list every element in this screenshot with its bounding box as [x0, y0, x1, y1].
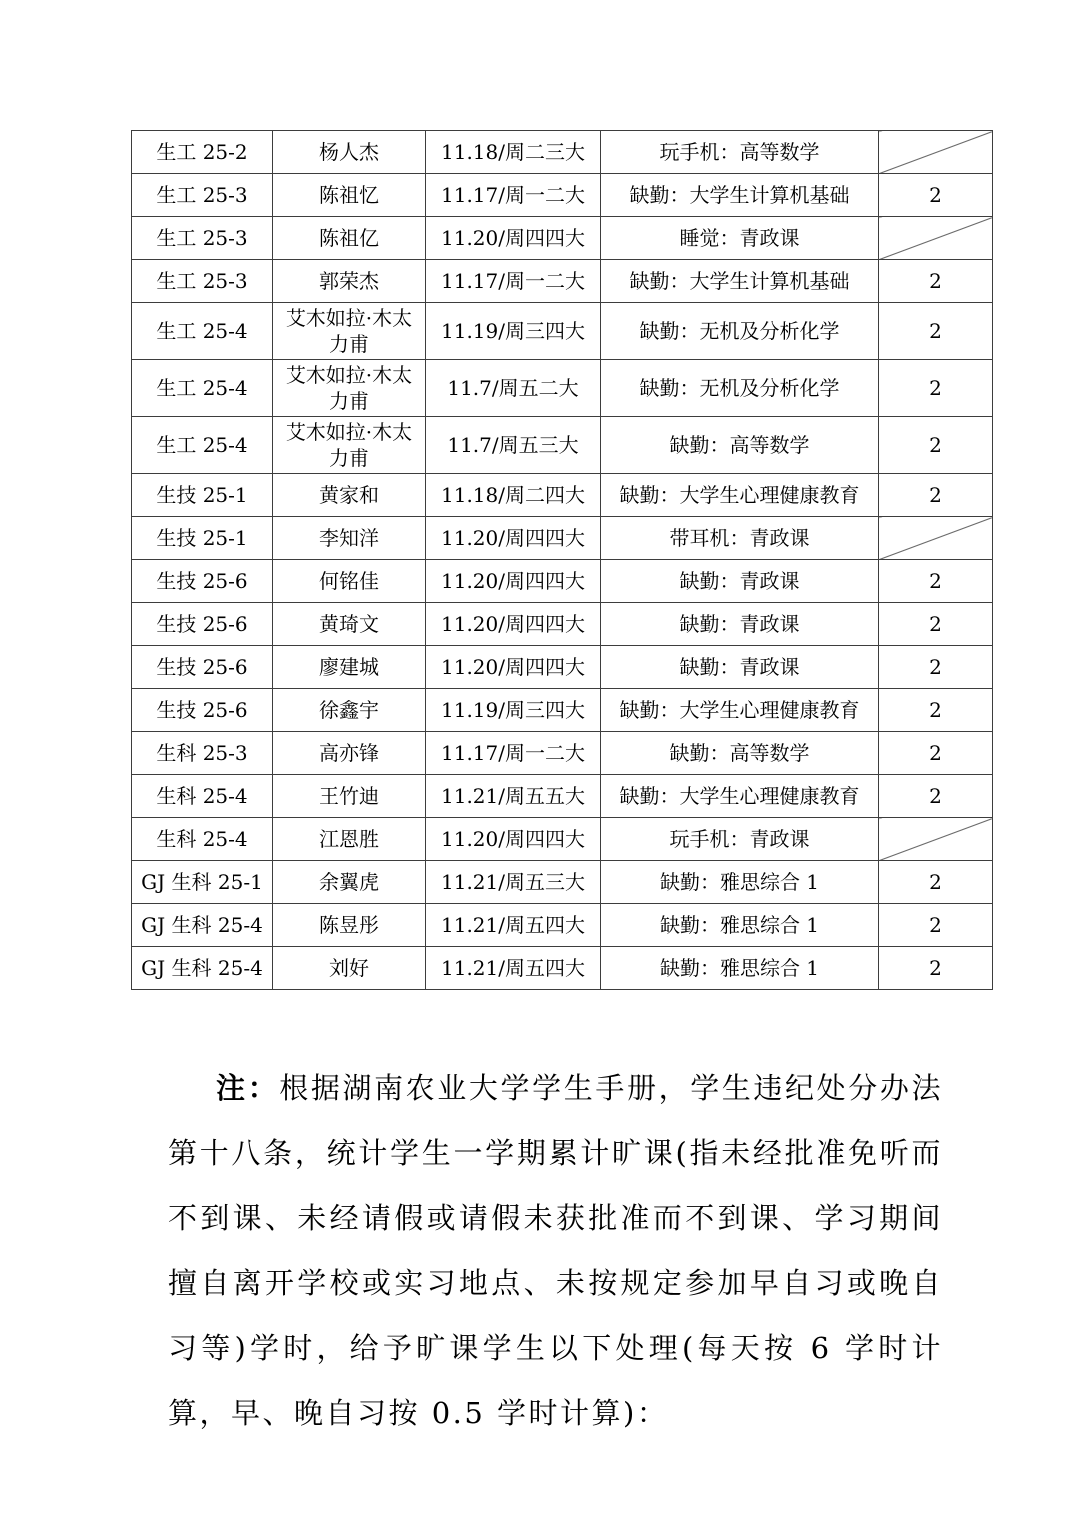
name-cell: 刘好 [273, 947, 426, 990]
table-row [132, 861, 993, 904]
violation-cell: 缺勤：青政课 [601, 603, 879, 646]
date-cell: 11.20/周四四大 [426, 646, 601, 689]
violation-cell: 缺勤：青政课 [601, 560, 879, 603]
class-cell: 生技 25-1 [132, 474, 273, 517]
table-row [132, 417, 993, 474]
violation-cell: 缺勤：高等数学 [601, 417, 879, 474]
name-cell: 李知洋 [273, 517, 426, 560]
table-row [132, 474, 993, 517]
date-cell: 11.7/周五三大 [426, 417, 601, 474]
name-cell: 杨人杰 [273, 131, 426, 174]
table-row [132, 732, 993, 775]
table-row [132, 217, 993, 260]
hours-cell: 2 [879, 474, 993, 517]
class-cell: 生工 25-3 [132, 217, 273, 260]
table-row [132, 775, 993, 818]
table-row [132, 360, 993, 417]
violation-cell: 缺勤：大学生心理健康教育 [601, 474, 879, 517]
class-cell: 生技 25-6 [132, 603, 273, 646]
name-cell: 黄家和 [273, 474, 426, 517]
name-cell: 陈祖亿 [273, 217, 426, 260]
table-row [132, 174, 993, 217]
date-cell: 11.21/周五四大 [426, 947, 601, 990]
violation-cell: 缺勤：高等数学 [601, 732, 879, 775]
class-cell: GJ 生科 25-4 [132, 904, 273, 947]
class-cell: 生工 25-2 [132, 131, 273, 174]
name-cell: 王竹迪 [273, 775, 426, 818]
name-cell: 艾木如拉·木太力甫 [273, 303, 426, 360]
hours-cell [879, 818, 993, 861]
violation-cell: 缺勤：大学生心理健康教育 [601, 775, 879, 818]
name-cell: 郭荣杰 [273, 260, 426, 303]
class-cell: 生工 25-3 [132, 260, 273, 303]
note-paragraph [168, 1056, 943, 1446]
date-cell: 11.17/周一二大 [426, 732, 601, 775]
violation-cell: 睡觉：青政课 [601, 217, 879, 260]
table-row [132, 303, 993, 360]
date-cell: 11.20/周四四大 [426, 818, 601, 861]
violation-cell: 带耳机：青政课 [601, 517, 879, 560]
table-row [132, 904, 993, 947]
date-cell: 11.17/周一二大 [426, 174, 601, 217]
date-cell: 11.20/周四四大 [426, 560, 601, 603]
table-row [132, 560, 993, 603]
violation-cell: 缺勤：雅思综合 1 [601, 947, 879, 990]
violation-cell: 缺勤：大学生计算机基础 [601, 174, 879, 217]
hours-cell: 2 [879, 689, 993, 732]
name-cell: 余翼虎 [273, 861, 426, 904]
name-cell: 徐鑫宇 [273, 689, 426, 732]
date-cell: 11.20/周四四大 [426, 517, 601, 560]
table-row [132, 517, 993, 560]
date-cell: 11.18/周二四大 [426, 474, 601, 517]
hours-cell: 2 [879, 904, 993, 947]
violation-cell: 玩手机：高等数学 [601, 131, 879, 174]
hours-cell [879, 217, 993, 260]
date-cell: 11.21/周五五大 [426, 775, 601, 818]
hours-cell [879, 131, 993, 174]
name-cell: 何铭佳 [273, 560, 426, 603]
class-cell: 生工 25-4 [132, 360, 273, 417]
hours-cell: 2 [879, 775, 993, 818]
name-cell: 黄琦文 [273, 603, 426, 646]
hours-cell: 2 [879, 560, 993, 603]
attendance-table [131, 130, 993, 990]
class-cell: 生技 25-6 [132, 689, 273, 732]
table-row [132, 689, 993, 732]
table-row [132, 646, 993, 689]
hours-cell: 2 [879, 732, 993, 775]
name-cell: 江恩胜 [273, 818, 426, 861]
class-cell: 生工 25-4 [132, 417, 273, 474]
date-cell: 11.18/周二三大 [426, 131, 601, 174]
violation-cell: 玩手机：青政课 [601, 818, 879, 861]
class-cell: 生科 25-4 [132, 775, 273, 818]
table-row [132, 947, 993, 990]
hours-cell: 2 [879, 260, 993, 303]
class-cell: 生技 25-1 [132, 517, 273, 560]
violation-cell: 缺勤：大学生心理健康教育 [601, 689, 879, 732]
class-cell: GJ 生科 25-4 [132, 947, 273, 990]
hours-cell [879, 517, 993, 560]
date-cell: 11.7/周五二大 [426, 360, 601, 417]
violation-cell: 缺勤：无机及分析化学 [601, 360, 879, 417]
table-row [132, 603, 993, 646]
date-cell: 11.21/周五三大 [426, 861, 601, 904]
violation-cell: 缺勤：雅思综合 1 [601, 861, 879, 904]
hours-cell: 2 [879, 417, 993, 474]
note-label: 注： [216, 1071, 280, 1105]
class-cell: 生工 25-4 [132, 303, 273, 360]
hours-cell: 2 [879, 303, 993, 360]
table-row [132, 260, 993, 303]
hours-cell: 2 [879, 174, 993, 217]
date-cell: 11.20/周四四大 [426, 603, 601, 646]
name-cell: 艾木如拉·木太力甫 [273, 417, 426, 474]
class-cell: 生技 25-6 [132, 560, 273, 603]
table-row [132, 818, 993, 861]
name-cell: 艾木如拉·木太力甫 [273, 360, 426, 417]
name-cell: 陈祖忆 [273, 174, 426, 217]
name-cell: 陈昱彤 [273, 904, 426, 947]
violation-cell: 缺勤：大学生计算机基础 [601, 260, 879, 303]
class-cell: 生科 25-3 [132, 732, 273, 775]
hours-cell: 2 [879, 861, 993, 904]
date-cell: 11.20/周四四大 [426, 217, 601, 260]
class-cell: 生技 25-6 [132, 646, 273, 689]
class-cell: 生科 25-4 [132, 818, 273, 861]
date-cell: 11.19/周三四大 [426, 303, 601, 360]
violation-cell: 缺勤：无机及分析化学 [601, 303, 879, 360]
class-cell: 生工 25-3 [132, 174, 273, 217]
hours-cell: 2 [879, 646, 993, 689]
date-cell: 11.19/周三四大 [426, 689, 601, 732]
violation-cell: 缺勤：青政课 [601, 646, 879, 689]
name-cell: 高亦锋 [273, 732, 426, 775]
date-cell: 11.17/周一二大 [426, 260, 601, 303]
violation-cell: 缺勤：雅思综合 1 [601, 904, 879, 947]
date-cell: 11.21/周五四大 [426, 904, 601, 947]
hours-cell: 2 [879, 360, 993, 417]
attendance-table-body [132, 131, 993, 990]
note-text: 根据湖南农业大学学生手册，学生违纪处分办法第十八条，统计学生一学期累计旷课(指未经批准免听而不到课、未经请假或请假未获批准而不到课、学习期间擅自离开学校或实习地点、未按规定参加早自习或晚自习等)学时，给予旷课学生以下处理(每天按 6 学时计算，早、晚自习按 0.5 学时计算)： [168, 1071, 943, 1430]
class-cell: GJ 生科 25-1 [132, 861, 273, 904]
hours-cell: 2 [879, 603, 993, 646]
hours-cell: 2 [879, 947, 993, 990]
table-row [132, 131, 993, 174]
name-cell: 廖建城 [273, 646, 426, 689]
